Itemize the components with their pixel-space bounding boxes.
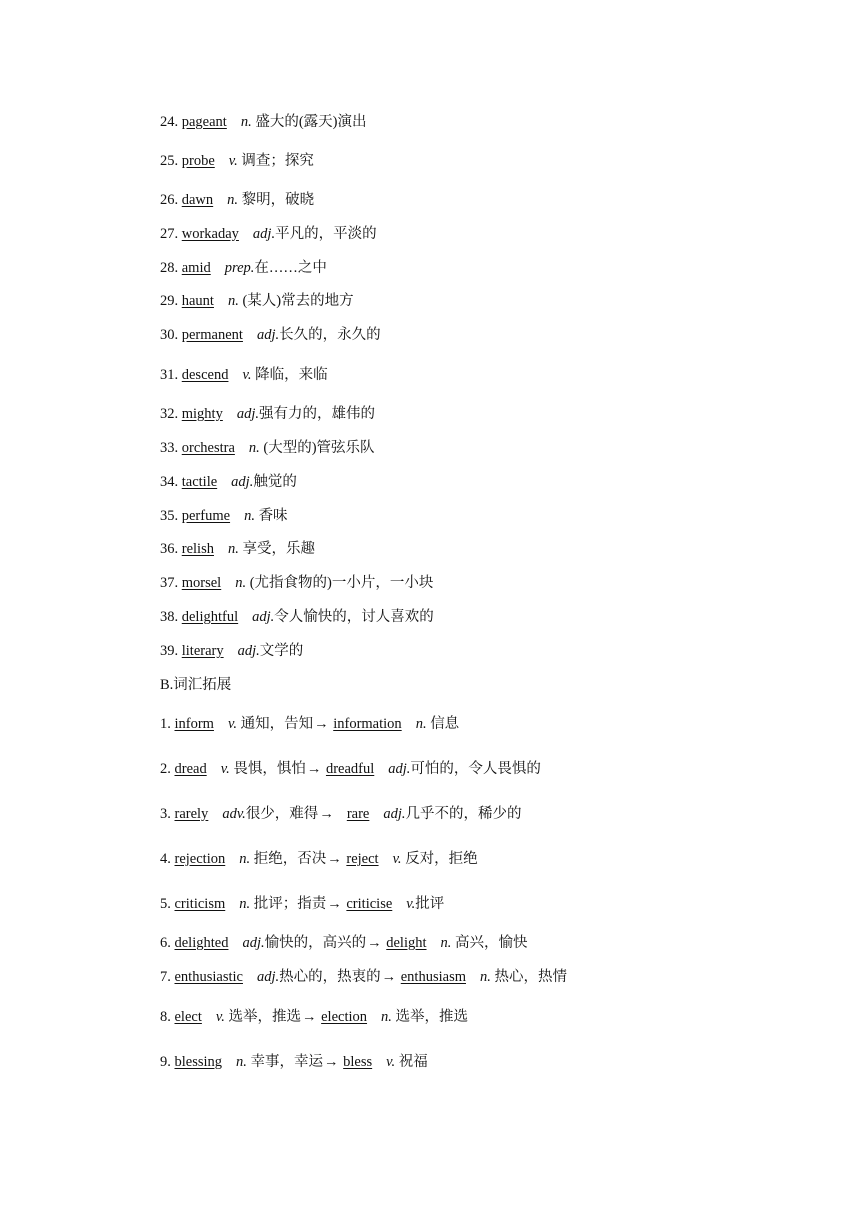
definition: 畏惧，惧怕 (233, 761, 306, 777)
vocab-word: haunt (181, 293, 214, 309)
definition: 愉快的，高兴的 (264, 935, 367, 951)
item-number: 3. (160, 806, 171, 822)
item-number: 24. (160, 114, 179, 130)
item-number: 8. (160, 1009, 171, 1025)
definition: 幸事，幸运 (250, 1054, 324, 1070)
definition: 享受，乐趣 (242, 541, 315, 557)
part-of-speech: n. (227, 541, 239, 557)
item-number: 25. (160, 153, 179, 169)
definition: 文学的 (259, 643, 304, 659)
definition: (某人)常去的地方 (242, 293, 354, 309)
derived-definition: 批评 (415, 896, 445, 912)
vocab-item (160, 473, 297, 491)
part-of-speech: n. (236, 1054, 247, 1070)
vocab-item (160, 292, 354, 310)
item-number: 36. (160, 541, 179, 557)
definition: 调查；探究 (241, 153, 314, 169)
vocab-word: rejection (174, 851, 226, 867)
vocab-item (160, 642, 303, 660)
vocab-word: inform (174, 716, 214, 732)
vocab-word: literary (181, 643, 224, 659)
definition: 强有力的，雄伟的 (259, 406, 375, 422)
part-of-speech: adj. (252, 226, 276, 242)
derived-definition: 祝福 (398, 1054, 428, 1070)
item-number: 35. (160, 508, 179, 524)
derived-part-of-speech: n. (415, 716, 427, 732)
definition: 香味 (258, 508, 288, 524)
definition: 黎明，破晓 (241, 192, 315, 208)
vocab-word: morsel (181, 575, 222, 591)
definition: 平凡的，平淡的 (275, 226, 377, 242)
derived-word: enthusiasm (400, 969, 466, 985)
item-number: 5. (160, 896, 171, 912)
definition: (大型的)管弦乐队 (263, 440, 375, 456)
vocab-word: perfume (181, 508, 231, 524)
vocab-word: probe (181, 153, 215, 169)
part-of-speech: n. (227, 192, 239, 208)
definition: 降临，来临 (255, 367, 328, 383)
vocab-word: criticism (174, 896, 226, 912)
part-of-speech: prep. (224, 260, 255, 276)
arrow-icon: → (319, 806, 334, 822)
part-of-speech: v. (242, 367, 252, 383)
vocab-word: workaday (181, 226, 239, 242)
vocab-item (160, 225, 377, 243)
item-number: 37. (160, 575, 179, 591)
vocab-word: amid (181, 260, 211, 276)
vocab-item (160, 608, 434, 626)
vocab-word: delightful (181, 609, 239, 625)
definition: 热心的，热衷的 (279, 969, 381, 985)
item-number: 6. (160, 935, 171, 951)
expansion-item (160, 805, 522, 823)
item-number: 33. (160, 440, 179, 456)
part-of-speech: n. (248, 440, 260, 456)
part-of-speech: adj. (256, 327, 280, 343)
part-of-speech: adv. (222, 806, 246, 822)
part-of-speech: v. (227, 716, 237, 732)
derived-word: rare (346, 806, 370, 822)
vocab-item (160, 405, 375, 423)
derived-definition: 几乎不的，稀少的 (405, 806, 522, 822)
definition: (尤指食物的)一小片，一小块 (249, 575, 434, 591)
derived-word: information (333, 716, 402, 732)
part-of-speech: adj. (231, 474, 254, 490)
derived-word: delight (386, 935, 427, 951)
item-number: 32. (160, 406, 179, 422)
vocab-item (160, 574, 433, 592)
derived-definition: 选举，推选 (395, 1009, 469, 1025)
item-number: 39. (160, 643, 179, 659)
item-number: 2. (160, 761, 171, 777)
part-of-speech: adj. (236, 406, 259, 422)
vocab-item (160, 191, 314, 209)
item-number: 26. (160, 192, 179, 208)
expansion-item (160, 850, 478, 868)
item-number: 4. (160, 851, 171, 867)
derived-part-of-speech: v. (386, 1054, 396, 1070)
definition: 盛大的(露天)演出 (255, 114, 367, 130)
part-of-speech: v. (220, 761, 230, 777)
item-number: 31. (160, 367, 179, 383)
part-of-speech: adj. (252, 609, 275, 625)
vocab-word: permanent (181, 327, 243, 343)
part-of-speech: v. (228, 153, 238, 169)
derived-word: bless (343, 1054, 373, 1070)
section-heading: B.词汇拓展 (160, 677, 232, 693)
part-of-speech: n. (227, 293, 239, 309)
vocab-word: delighted (174, 935, 229, 951)
part-of-speech: n. (235, 575, 247, 591)
definition: 触觉的 (253, 474, 297, 490)
derived-part-of-speech: v. (392, 851, 402, 867)
part-of-speech: n. (240, 114, 252, 130)
vocab-word: relish (181, 541, 214, 557)
item-number: 34. (160, 474, 179, 490)
derived-definition: 可怕的，令人畏惧的 (410, 761, 541, 777)
item-number: 38. (160, 609, 179, 625)
item-number: 1. (160, 716, 171, 732)
expansion-item (160, 1008, 468, 1026)
derived-word: dreadful (325, 761, 375, 777)
definition: 令人愉快的，讨人喜欢的 (274, 609, 434, 625)
arrow-icon: → (314, 716, 329, 732)
part-of-speech: n. (239, 896, 251, 912)
derived-word: election (321, 1009, 368, 1025)
vocab-item (160, 113, 367, 131)
arrow-icon: → (367, 935, 382, 951)
part-of-speech: adj. (237, 643, 260, 659)
vocab-word: pageant (181, 114, 227, 130)
arrow-icon: → (381, 969, 397, 985)
expansion-item (160, 715, 459, 733)
vocab-item (160, 439, 375, 457)
derived-part-of-speech: n. (440, 935, 452, 951)
vocab-word: rarely (174, 806, 209, 822)
expansion-item (160, 895, 444, 913)
definition: 通知，告知 (240, 716, 314, 732)
expansion-item (160, 968, 567, 986)
definition: 很少，难得 (245, 806, 319, 822)
derived-word: criticise (346, 896, 393, 912)
arrow-icon: → (306, 761, 322, 777)
definition: 拒绝，否决 (253, 851, 327, 867)
vocab-word: orchestra (181, 440, 235, 456)
vocab-word: descend (181, 367, 229, 383)
part-of-speech: n. (244, 508, 255, 524)
arrow-icon: → (327, 896, 342, 912)
vocab-word: blessing (174, 1054, 223, 1070)
derived-part-of-speech: adj. (388, 761, 411, 777)
item-number: 30. (160, 327, 179, 343)
vocab-word: tactile (181, 474, 218, 490)
vocab-word: mighty (181, 406, 223, 422)
vocab-word: elect (174, 1009, 202, 1025)
part-of-speech: v. (215, 1009, 225, 1025)
definition: 选举，推选 (228, 1009, 301, 1025)
vocab-word: dawn (181, 192, 214, 208)
vocab-item (160, 366, 328, 384)
part-of-speech: n. (239, 851, 251, 867)
item-number: 27. (160, 226, 179, 242)
arrow-icon: → (302, 1009, 317, 1025)
expansion-item (160, 760, 541, 778)
derived-definition: 反对，拒绝 (405, 851, 478, 867)
vocab-item (160, 507, 288, 525)
derived-part-of-speech: adj. (383, 806, 406, 822)
expansion-item (160, 1053, 428, 1071)
expansion-item (160, 934, 528, 952)
derived-word: reject (346, 851, 379, 867)
arrow-icon: → (324, 1054, 339, 1070)
part-of-speech: adj. (242, 935, 265, 951)
vocab-item (160, 326, 381, 344)
definition: 长久的，永久的 (279, 327, 381, 343)
derived-part-of-speech: n. (480, 969, 491, 985)
derived-part-of-speech: n. (381, 1009, 392, 1025)
arrow-icon: → (327, 851, 342, 867)
vocab-word: dread (174, 761, 207, 777)
item-number: 28. (160, 260, 179, 276)
definition: 批评；指责 (253, 896, 327, 912)
item-number: 29. (160, 293, 179, 309)
vocab-item (160, 540, 315, 558)
vocab-item (160, 152, 314, 170)
derived-part-of-speech: v. (406, 896, 416, 912)
item-number: 7. (160, 969, 171, 985)
item-number: 9. (160, 1054, 171, 1070)
part-of-speech: adj. (256, 969, 280, 985)
definition: 在……之中 (254, 260, 327, 276)
derived-definition: 热心，热情 (494, 969, 567, 985)
vocab-item (160, 259, 327, 277)
derived-definition: 高兴，愉快 (455, 935, 528, 951)
vocab-word: enthusiastic (174, 969, 243, 985)
derived-definition: 信息 (430, 716, 460, 732)
